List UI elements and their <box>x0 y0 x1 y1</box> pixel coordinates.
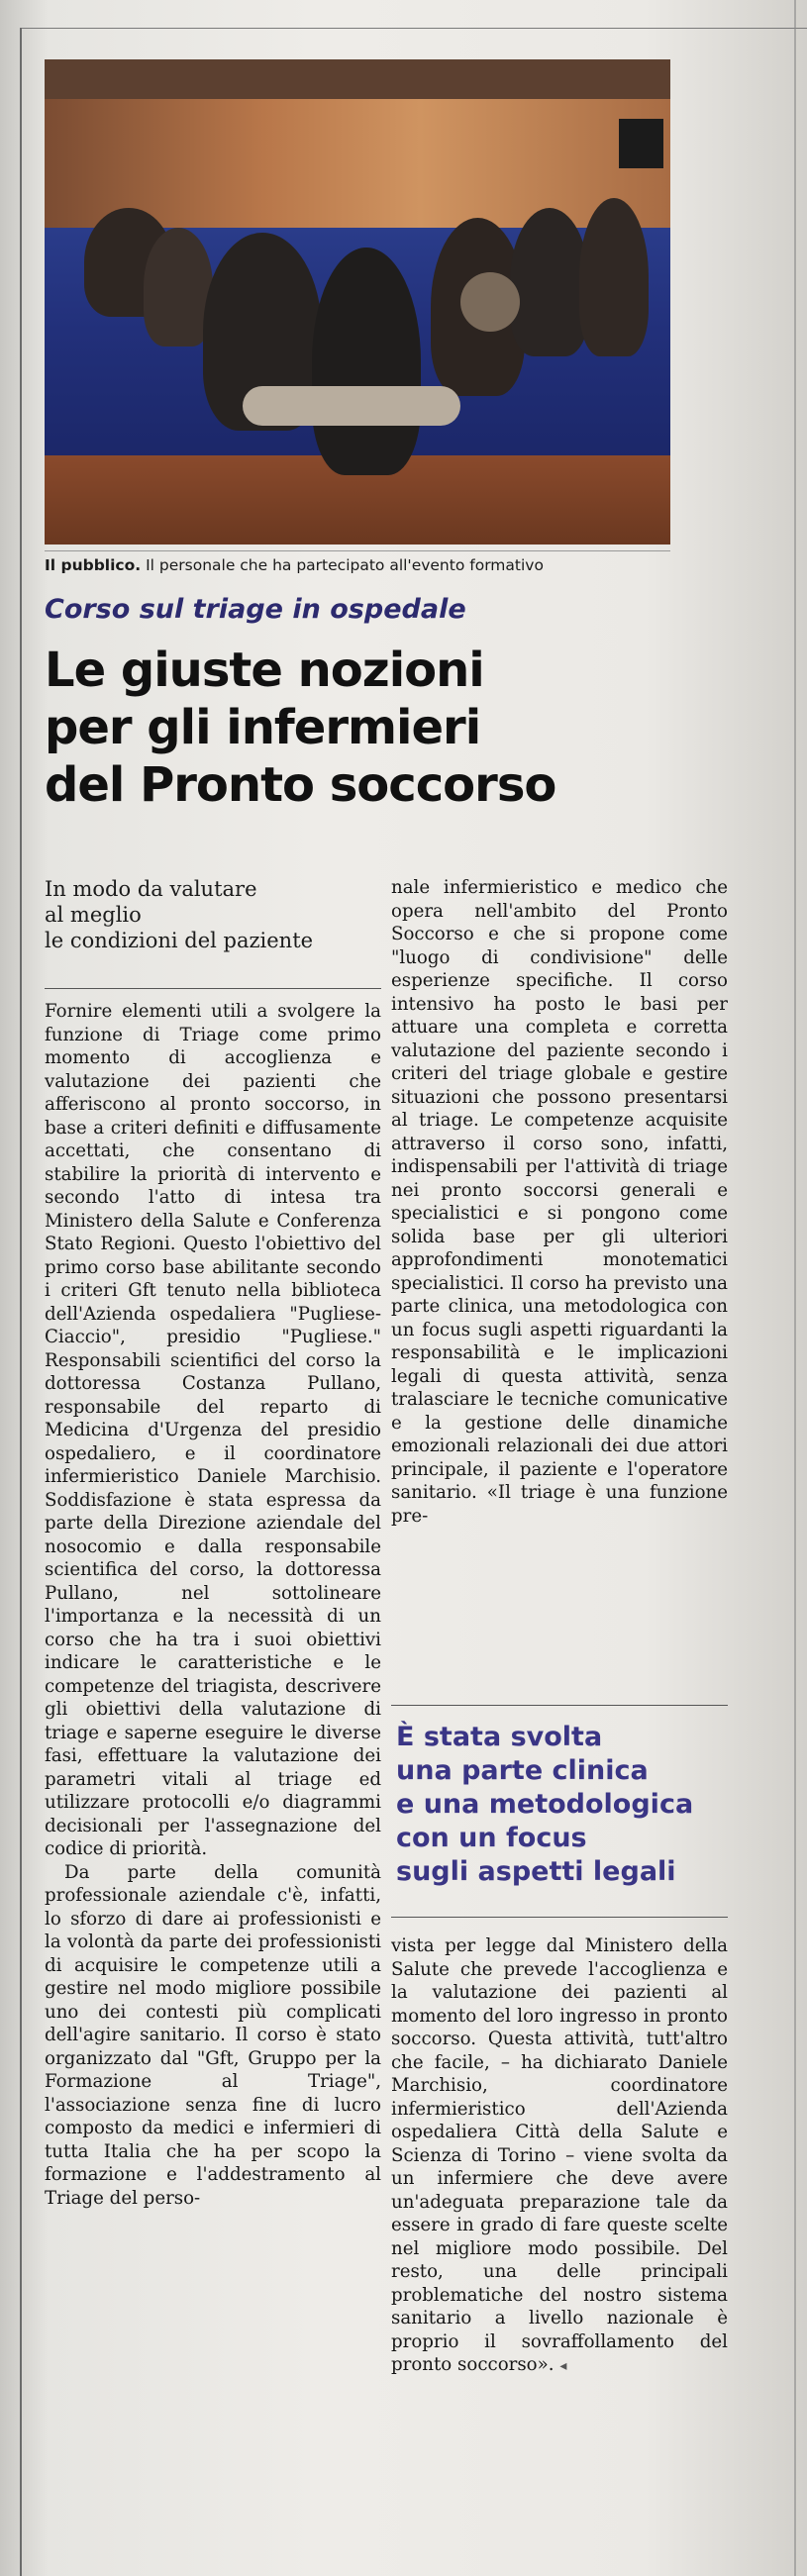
article-headline <box>45 642 738 814</box>
headline-line: Le giuste nozioni <box>45 643 484 698</box>
person-legs <box>243 386 460 426</box>
paragraph: nale infermieristico e medico che opera nell'ambito del Pronto Soccorso e che si propone come "luogo di condivisione" delle esperienze specifiche. Il corso intensivo ha posto le basi per attuare una completa e corretta valutazione del paziente secondo i criteri del triage globale e gestire situazioni che possono presentarsi al triage. Le competenze acquisite attraverso il corso sono, infatti, indispensabili per l'attività di triage nei pronto soccorsi generali e specialistici e si pongono come solida base per gli ulteriori approfondimenti monotematici specialistici. Il corso ha previsto una parte clinica, una metodologica con un focus sugli aspetti riguardanti la responsabilità e le implicazioni legali di questa attività, senza tralasciare le tecniche comunicative e la gestione delle dinamiche emozionali relazionali dei due attori principale, il paziente e l'operatore sanitario. «Il triage è una funzione pre- <box>391 877 728 1527</box>
frame-rule-right <box>794 0 796 2576</box>
pullquote-line: con un focus <box>396 1823 587 1853</box>
subheadline-line: In modo da valutare <box>45 877 257 901</box>
paragraph: Fornire elementi utili a svolgere la funzione di Triage come primo momento di accoglienza e valutazione dei pazienti che afferiscono al pronto soccorso, in base a criteri definiti e diffusamente accettati, che consentano di stabilire la priorità di intervento e secondo l'atto di intesa tra Ministero della Salute e Conferenza Stato Regioni. Questo l'obiettivo del primo corso base abilitante secondo i criteri Gft tenuto nella biblioteca dell'Azienda ospedaliera "Pugliese-Ciaccio", presidio "Pugliese." Responsabili scientifici del corso la dottoressa Costanza Pullano, responsabile del reparto di Medicina d'Urgenza del presidio ospedaliero, e il coordinatore infermieristico Daniele Marchisio. Soddisfazione è stata espressa da parte della Direzione aziendale del nosocomio e dalla responsabile scientifica del corso, la dottoressa Pullano, nel sottolineare l'importanza e la necessità di un corso che ha tra i suoi obiettivi indicare le caratteristiche e le competenze del triagista, descrivere gli obiettivi della valutazione di triage e saperne eseguire le diverse fasi, effettuare la valutazione dei parametri vitali al triage ed utilizzare protocolli e/o diagrammi decisionali per l'assegnazione del codice di priorità. <box>45 1001 381 1859</box>
photo-ceiling <box>45 59 670 99</box>
caption-label: Il pubblico. <box>45 556 142 574</box>
caption-text: Il personale che ha partecipato all'evento formativo <box>141 556 544 574</box>
frame-rule-left <box>20 28 22 2576</box>
photo-screen <box>619 119 663 168</box>
pullquote-line: e una metodologica <box>396 1789 694 1820</box>
pullquote-line: sugli aspetti legali <box>396 1856 676 1887</box>
pullquote <box>396 1721 733 1889</box>
paragraph: Da parte della comunità professionale aziendale c'è, infatti, lo sforzo di dare ai professionisti e la volontà da parte dei professionisti di acquisire le competenze utili a gestire nel modo migliore possibile uno dei contesti più complicati dell'agire sanitario. Il corso è stato organizzato dal "Gft, Gruppo per la Formazione al Triage", l'associazione senza fine di lucro composto da medici e infermieri di tutta Italia che ha per scopo la formazione e l'addestramento al Triage del perso- <box>45 1861 381 2209</box>
caption-rule <box>45 550 670 551</box>
audience-photo <box>45 59 670 545</box>
person <box>510 208 589 356</box>
pullquote-line: una parte clinica <box>396 1755 649 1786</box>
pullquote-line: È stata svolta <box>396 1722 603 1752</box>
headline-line: per gli infermieri <box>45 700 481 755</box>
article-column-right-bottom <box>391 1934 728 2379</box>
article-kicker: Corso sul triage in ospedale <box>45 594 466 625</box>
headline-line: del Pronto soccorso <box>45 757 556 813</box>
end-mark-icon: ◂ <box>559 2358 567 2374</box>
subheadline-line: le condizioni del paziente <box>45 929 314 952</box>
article-subheadline <box>45 876 381 953</box>
paragraph: vista per legge dal Ministero della Salute che prevede l'accoglienza e la valutazione dei pazienti al momento del loro ingresso in pronto soccorso. Questa attività, tutt'altro che facile, – ha dichiarato Daniele Marchisio, coordinatore infermieristico dell'Azienda ospedaliera Città della Salute e Scienza di Torino – viene svolta da un infermiere che deve avere un'adeguata preparazione tale da essere in grado di fare queste scelte nel migliore modo possibile. Del resto, una delle principali problematiche del nostro sistema sanitario a livello nazionale è proprio il sovraffollamento del pronto soccorso». <box>391 1935 728 2375</box>
frame-rule-top <box>20 28 807 29</box>
person-face <box>460 272 520 332</box>
person <box>579 198 649 356</box>
subheadline-line: al meglio <box>45 903 142 927</box>
person <box>312 248 421 475</box>
article-column-right-top <box>391 876 728 1528</box>
subheadline-rule <box>45 988 381 989</box>
photo-caption <box>45 556 678 574</box>
pullquote-rule-top <box>391 1705 728 1706</box>
pullquote-rule-bottom <box>391 1917 728 1918</box>
article-column-left <box>45 1000 381 2210</box>
